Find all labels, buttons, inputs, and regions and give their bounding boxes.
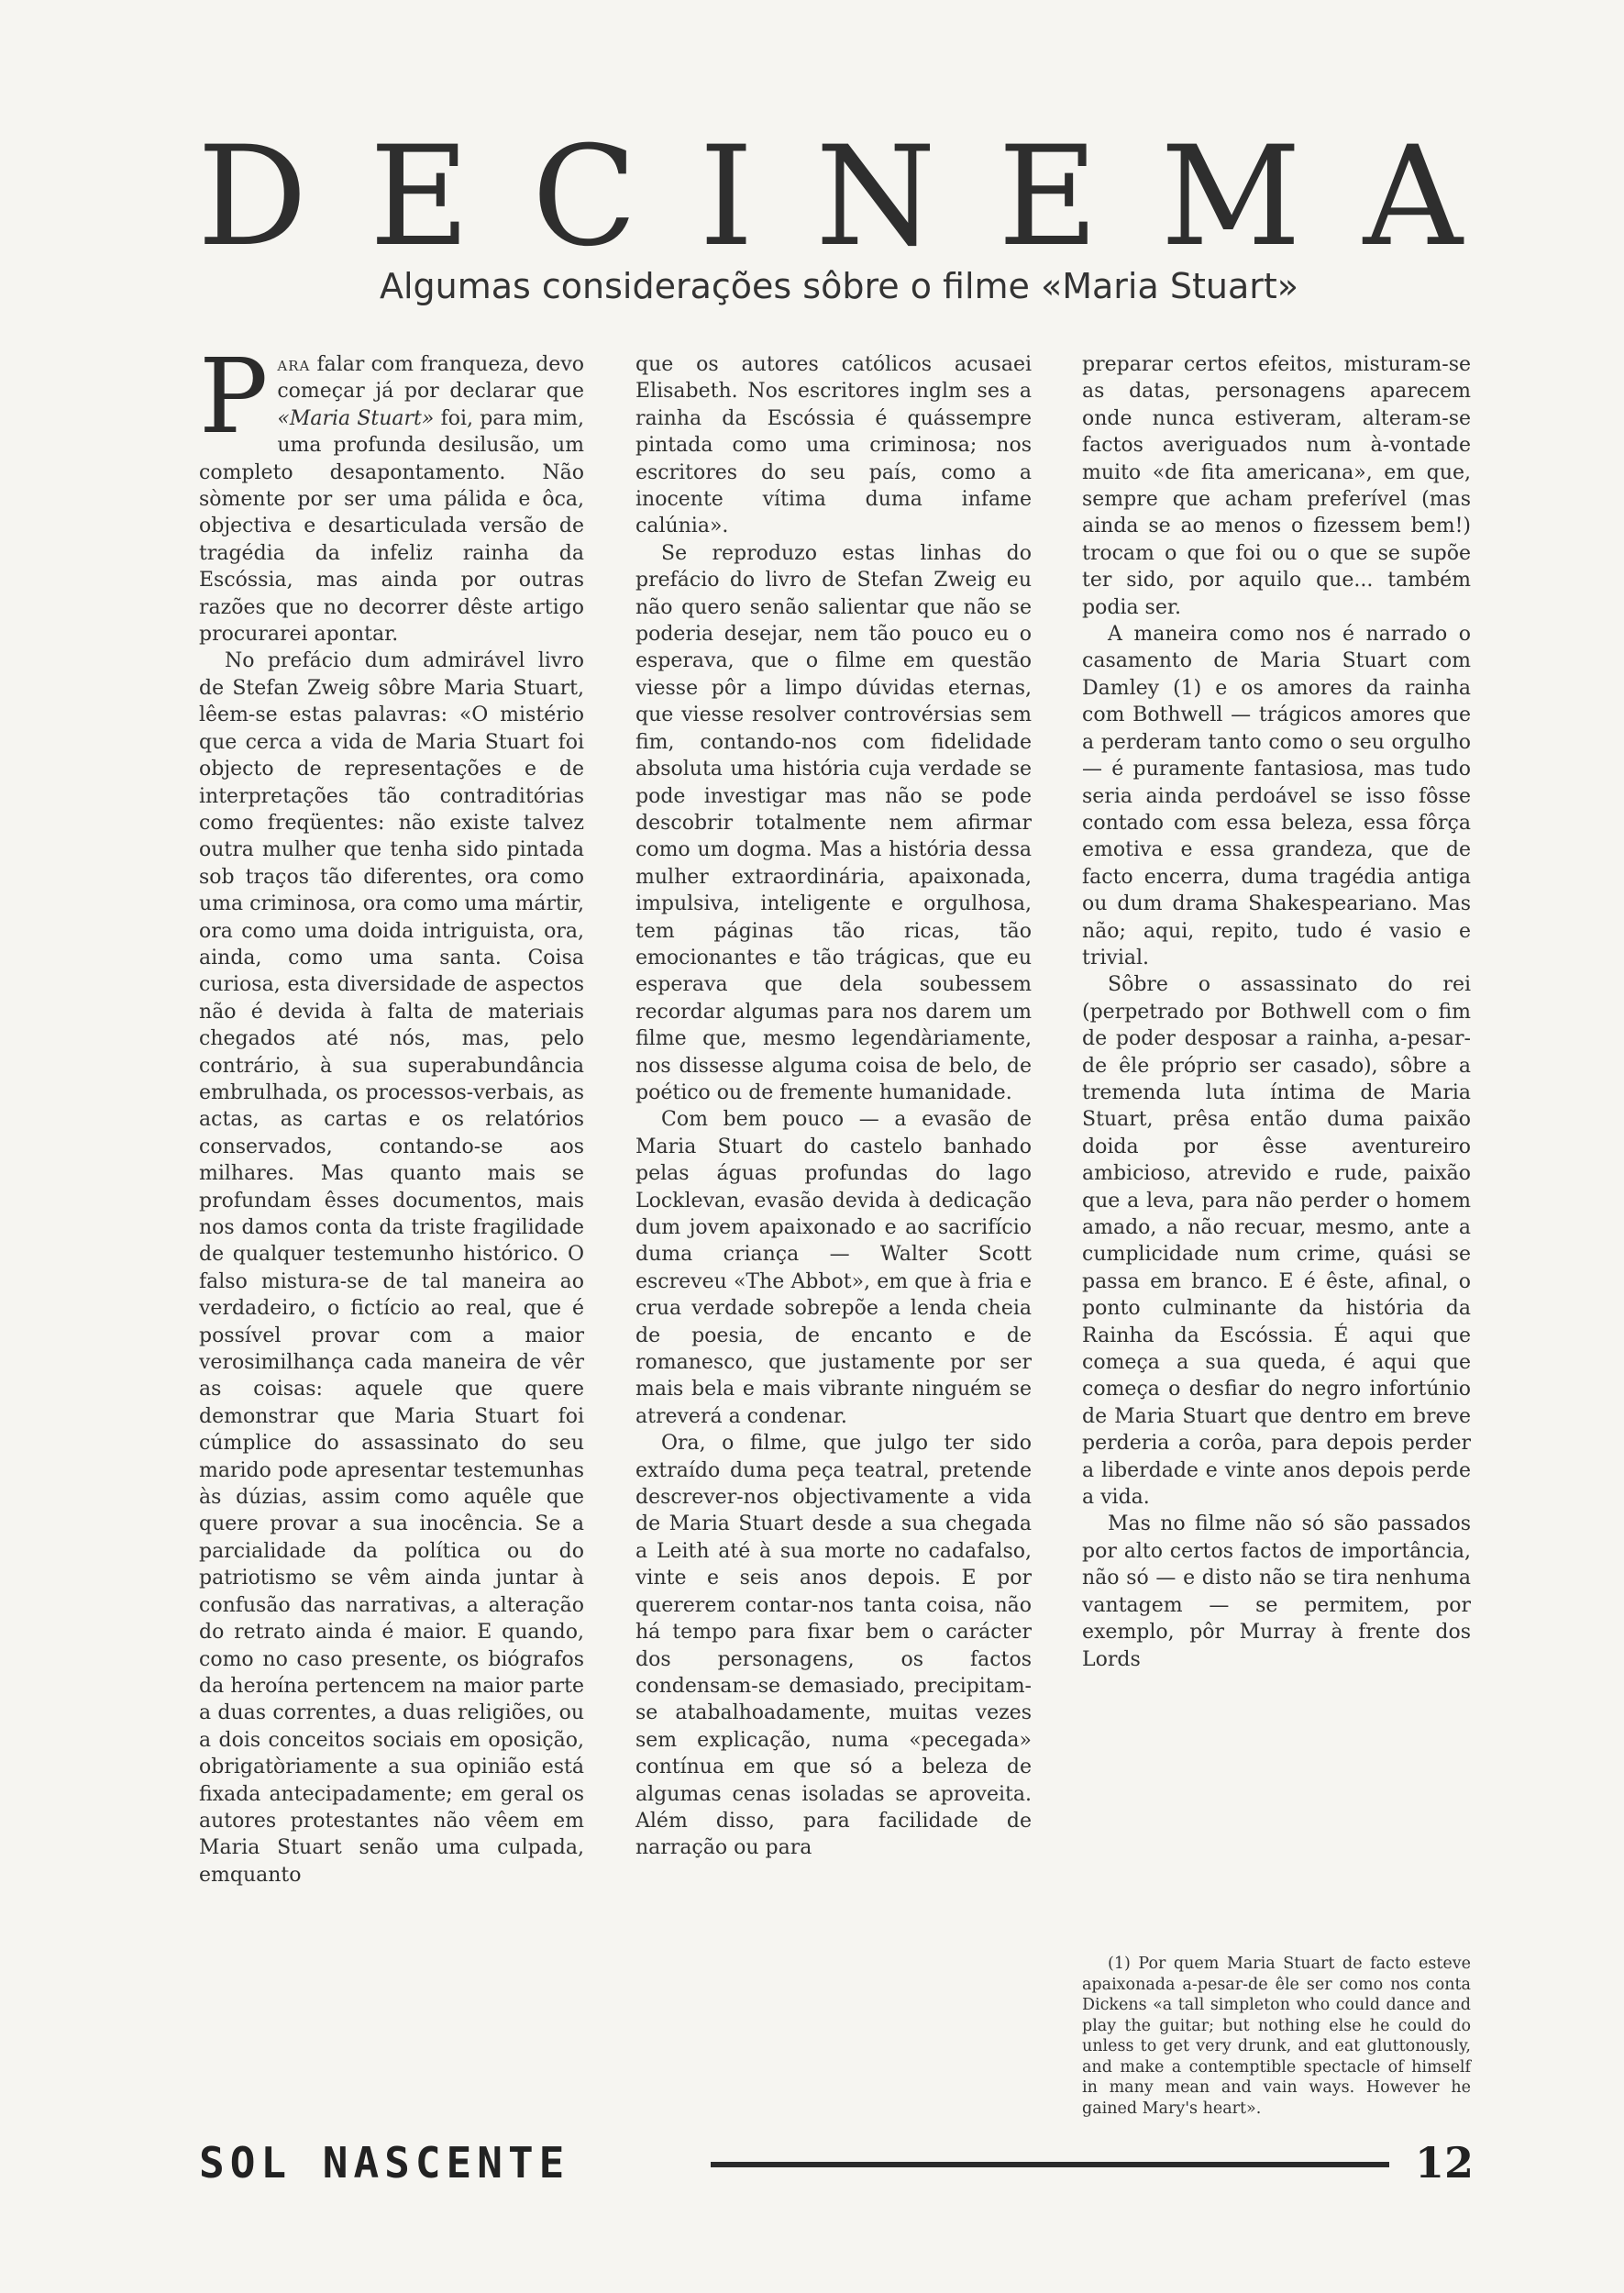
title-letter: N [815,117,936,277]
paragraph: Se reproduzo estas linhas do prefácio do livro de Stefan Zweig eu não quero senão salientar que não se poderia desejar, nem tão pouco eu o esperava, que o filme em questão viesse pôr a limpo dúvidas eternas, que viesse resolver controvérsias sem fim, contando-nos com fidelidade absoluta uma história cuja verdade se pode investigar mas não se pode descobrir totalmente nem afirmar como um dogma. Mas a história dessa mulher extraordinária, apaixonada, impulsiva, inteligente e orgulhosa, tem páginas tão ricas, tão emocionantes e tão trágicas, que eu esperava que dela soubessem recordar algumas para nos darem um filme que, mesmo legendàriamente, nos dissesse alguma coisa de belo, de poético ou de fremente humanidade. [635,541,1032,1104]
title-letter: A [1363,117,1463,277]
publication-name: SOL NASCENTE [199,2138,570,2188]
paragraph: No prefácio dum admirável livro de Stefan Zweig sôbre Maria Stuart, lêem-se estas palavras: «O mistério que cerca a vida de Maria Stuart foi objecto de representações e de interpretações tão contraditórias como freqüentes: não existe talvez outra mulher que tenha sido pintada sob traços tão diferentes, ora como uma criminosa, ora como uma mártir, ora como uma doida intriguista, ora, ainda, como uma santa. Coisa curiosa, esta diversidade de aspectos não é devida à falta de materiais chegados até nós, mas, pelo contrário, à sua superabundância embrulhada, os processos-verbais, as actas, as cartas e os relatórios conservados, contando-se aos milhares. Mas quanto mais se profundam êsses documentos, mais nos damos conta da triste fragilidade de qualquer testemunho histórico. O falso mistura-se de tal maneira ao verdadeiro, o fictício ao real, que é possível provar com a maior verosimilhança cada maneira de vêr as coisas: aquele que quere demonstrar que Maria Stuart foi cúmplice do assassinato do seu marido pode apresentar testemunhas às dúzias, assim como aquêle que quere provar a sua inocência. Se a parcialidade da política ou do patriotismo se vêm ainda juntar à confusão das narrativas, a alteração do retrato ainda é maior. E quando, como no caso presente, os biógrafos da heroína pertencem na maior parte a duas correntes, a duas religiões, ou a dois conceitos sociais em oposição, obrigatòriamente a sua opinião está fixada antecipadamente; em geral os autores protestantes não vêem em Maria Stuart senão uma culpada, emquanto [199,649,584,1887]
title-letter: C [532,117,637,277]
title-letter: E [369,117,470,277]
page-footer [199,2137,1474,2192]
article-subtitle: Algumas considerações sôbre o filme «Maria Stuart» [379,266,1299,306]
section-title [197,117,1463,277]
drop-cap: P [199,338,269,457]
lead-smallcaps: ara [277,353,311,376]
paragraph-text: falar com franqueza, devo começar já por declarar que [277,353,584,404]
paragraph: Com bem pouco — a evasão de Maria Stuart do castelo banhado pelas águas profundas do lago Locklevan, evasão devida à dedicação dum jovem apaixonado e ao sacrifício duma criança — Walter Scott escreveu «The Abbot», em que à fria e crua verdade sobrepõe a lenda cheia de poesia, de encanto e de romanesco, que justamente por ser mais bela e mais vibrante ninguém se atreverá a condenar. [635,1108,1032,1428]
paragraph: Mas no filme não só são passados por alto certos factos de importância, não só — e disto não se tira nenhuma vantagem — se permitem, por exemplo, pôr Murray à frente dos Lords [1082,1512,1471,1671]
paragraph [199,338,584,648]
footnote [1082,1954,1471,2119]
footer-rule [711,2162,1389,2167]
paragraph: Ora, o filme, que julgo ter sido extraído duma peça teatral, pretende descrever-nos objectivamente a vida de Maria Stuart desde a sua chegada a Leith até à sua morte no cadafalso, vinte e seis anos depois. E por quererem contar-nos tanta coisa, não há tempo para fixar bem o carácter dos personagens, os factos condensam-se demasiado, precipitam-se atabalhoadamente, muitas vezes sem explicação, numa «pecegada» contínua em que só a beleza de algumas cenas isoladas se aproveita. Além disso, para facilidade de narração ou para [635,1432,1032,1860]
footnote-text: (1) Por quem Maria Stuart de facto esteve apaixonada a-pesar-de êle ser como nos conta Dickens «a tall simpleton who could dance and play the guitar; but nothing else he could do unless to get very drunk, and eat gluttonously, and make a contemptible spectacle of himself in many mean and vain ways. However he gained Mary's heart». [1082,1955,1471,2118]
paragraph: que os autores católicos acusaei Elisabeth. Nos escritores inglm ses a rainha da Escóssia é quássempre pintada como uma criminosa; nos escritores do seu país, como a inocente vítima duma infame calúnia». [635,353,1032,538]
paragraph: preparar certos efeitos, misturam-se as datas, personagens aparecem onde nunca estiveram, alteram-se factos averiguados num à-vontade muito «de fita americana», em que, sempre que acham preferível (mas ainda se ao menos o fizessem bem!) trocam o que foi ou o que se supõe ter sido, por aquilo que... também podia ser. [1082,353,1471,619]
article-column-3 [1082,351,1471,1673]
page-number: 12 [1414,2138,1474,2188]
title-letter: D [197,117,308,277]
paragraph: A maneira como nos é narrado o casamento de Maria Stuart com Damley (1) e os amores da rainha com Bothwell — trágicos amores que a perderam tanto como o seu orgulho — é puramente fantasiosa, mas tudo seria ainda perdoável se isso fôsse contado com essa beleza, essa fôrça emotiva e essa grandeza, que de facto encerra, duma tragédia antiga ou dum drama Shakespeariano. Mas não; aqui, repito, tudo é vasio e trivial. [1082,623,1471,969]
article-column-2 [635,351,1032,1862]
film-title: «Maria Stuart» [277,406,435,430]
title-letter: I [699,117,754,277]
title-letter: M [1160,117,1301,277]
article-column-1 [199,338,584,1889]
paragraph: Sôbre o assassinato do rei (perpetrado por Bothwell com o fim de poder desposar a rainha, a-pesar-de êle próprio ser casado), sôbre a tremenda luta íntima de Maria Stuart, prêsa então duma paixão doida por êsse aventureiro ambicioso, atrevido e rude, paixão que a leva, para não perder o homem amado, a não recuar, mesmo, ante a cumplicidade num crime, quási se passa em branco. E é êste, afinal, o ponto culminante da história da Rainha da Escóssia. É aqui que começa a sua queda, é aqui que começa o desfiar do negro infortúnio de Maria Stuart que dentro em breve perderia a corôa, para depois perder a liberdade e vinte anos depois perde a vida. [1082,973,1471,1510]
paragraph-text: foi, para mim, uma profunda desilusão, um completo desapontamento. Não sòmente por ser uma pálida e ôca, objectiva e desarticulada versão de tragédia da infeliz rainha da Escóssia, mas ainda por outras razões que no decorrer dêste artigo procurarei apontar. [199,406,584,647]
title-letter: E [998,117,1099,277]
